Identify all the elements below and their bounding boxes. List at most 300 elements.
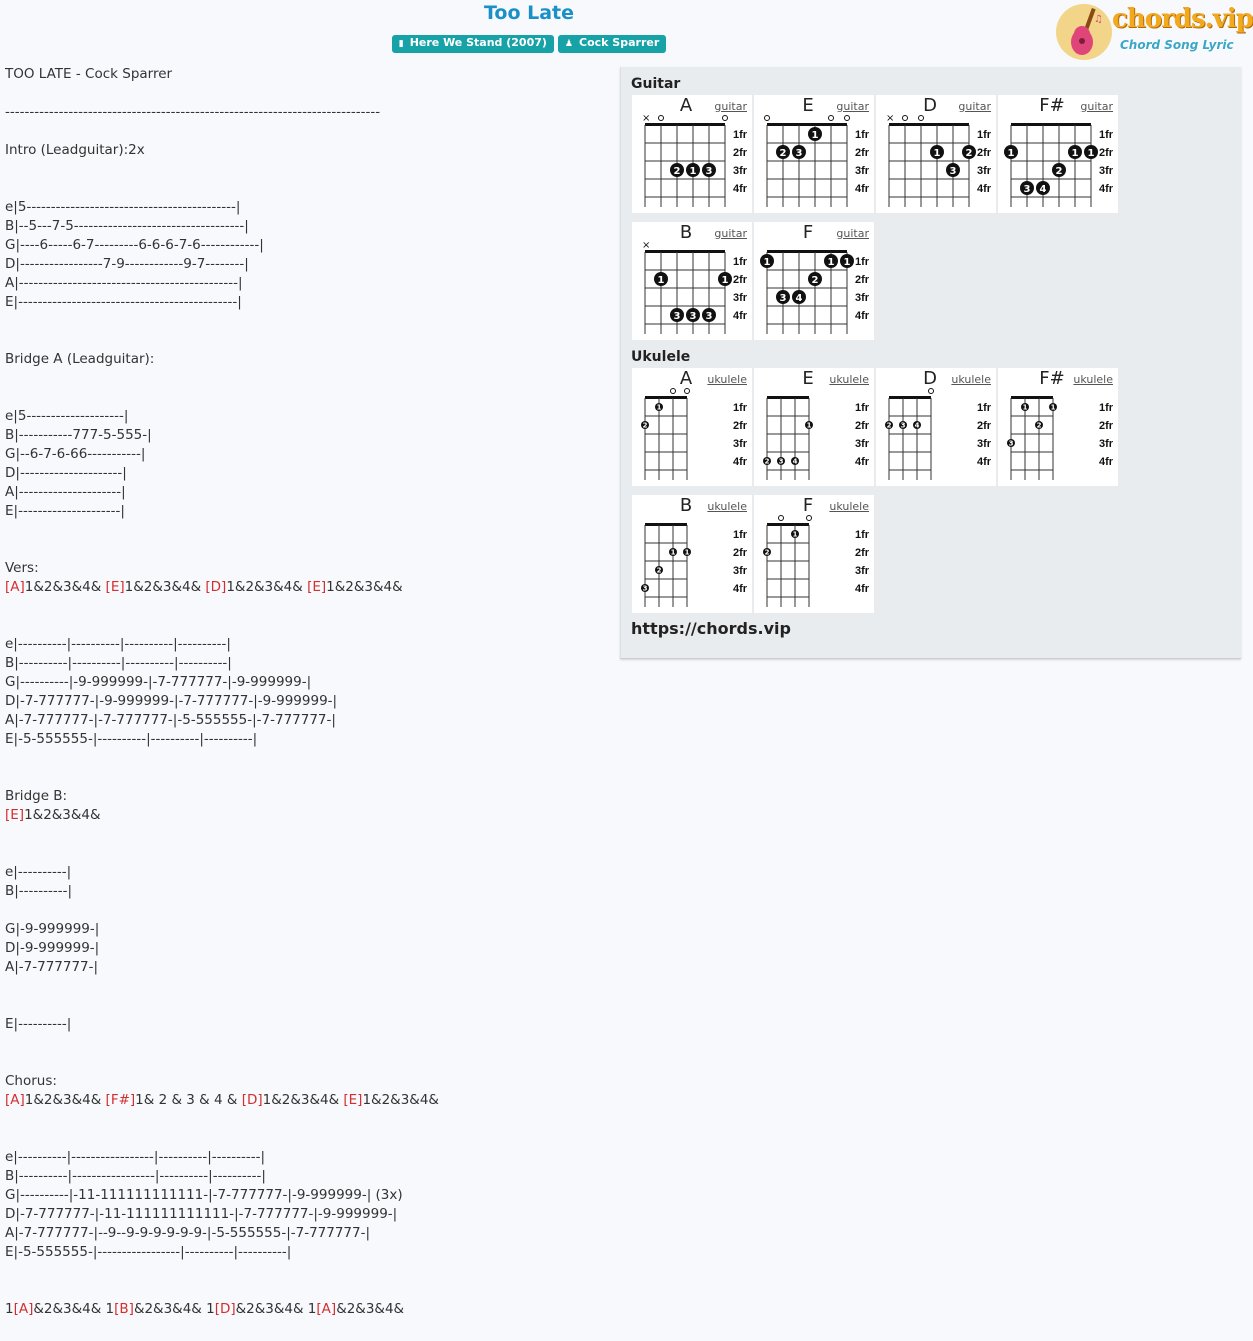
- song-title: Too Late: [483, 2, 575, 24]
- chord-name: E: [802, 95, 814, 116]
- finger-number: 1: [792, 530, 798, 539]
- finger-number: 3: [779, 293, 787, 304]
- lyric-line: [5, 673, 605, 692]
- finger-number: 1: [811, 130, 819, 141]
- fret-label: 4fr: [733, 583, 748, 595]
- lyric-text: E|---------------------|: [5, 503, 125, 519]
- ukulele-chord-b[interactable]: [632, 495, 752, 613]
- fret-label: 1fr: [733, 529, 748, 541]
- lyric-text: e|----------|-----------------|----------|----------|: [5, 1149, 266, 1165]
- guitar-chord-a[interactable]: [632, 95, 752, 213]
- chord-name: B: [679, 222, 693, 243]
- blank-line: [5, 825, 605, 844]
- fret-label: 1fr: [855, 529, 870, 541]
- finger-number: 3: [705, 311, 713, 322]
- lyric-text: 1&2&3&4&: [262, 1092, 344, 1108]
- finger-number: 3: [705, 166, 713, 177]
- lyric-text: B|----------|-----------------|----------|----------|: [5, 1168, 266, 1184]
- ukulele-chord-fsharp[interactable]: [998, 368, 1118, 486]
- finger-number: 2: [886, 421, 892, 430]
- lyric-line: [5, 806, 605, 825]
- guitar-chord-b[interactable]: [632, 222, 752, 340]
- lyric-line: [5, 559, 605, 578]
- lyric-text: 1& 2 & 3 & 4 &: [135, 1092, 242, 1108]
- fret-label: 4fr: [1099, 183, 1114, 195]
- lyric-text: B|----------|----------|----------|----------|: [5, 655, 232, 671]
- finger-number: 3: [778, 457, 784, 466]
- finger-number: 3: [689, 311, 697, 322]
- fret-label: 1fr: [733, 256, 748, 268]
- fret-label: 3fr: [977, 438, 992, 450]
- lyric-text: Bridge B:: [5, 788, 68, 804]
- lyric-line: [5, 1243, 605, 1262]
- blank-line: [5, 1281, 605, 1300]
- fret-label: 3fr: [733, 292, 748, 304]
- ukulele-heading: Ukulele: [631, 349, 691, 365]
- guitar-chord-f[interactable]: [754, 222, 874, 340]
- nut: [889, 123, 969, 126]
- finger-number: 2: [642, 421, 648, 430]
- blank-line: [5, 1110, 605, 1129]
- blank-line: [5, 768, 605, 787]
- lyric-text: G|----6-----6-7---------6-6-6-7-6------------|: [5, 237, 264, 253]
- lyric-line: [5, 1205, 605, 1224]
- lyric-text: E|-5-555555-|----------|----------|----------|: [5, 731, 258, 747]
- artist-badge-label: Cock Sparrer: [579, 36, 660, 49]
- fret-label: 4fr: [855, 310, 870, 322]
- chord-name: F#: [1039, 368, 1065, 389]
- blank-line: [5, 844, 605, 863]
- lyric-text: 1&2&3&4&: [326, 579, 403, 595]
- lyric-text: G|----------|-9-999999-|-7-777777-|-9-999999-|: [5, 674, 312, 690]
- blank-line: [5, 616, 605, 635]
- blank-line: [5, 331, 605, 350]
- finger-number: 3: [949, 166, 957, 177]
- lyric-text: TOO LATE - Cock Sparrer: [5, 66, 173, 82]
- fret-label: 3fr: [733, 565, 748, 577]
- lyric-text: e|5-------------------------------------------|: [5, 199, 241, 215]
- lyric-line: [5, 236, 605, 255]
- finger-number: 1: [657, 275, 665, 286]
- lyric-line: [5, 1300, 605, 1319]
- open-string-marker: [685, 389, 690, 394]
- instrument-link[interactable]: ukulele: [707, 373, 747, 386]
- lyric-text: E|---------------------------------------------|: [5, 294, 242, 310]
- lyric-line: [5, 1091, 605, 1110]
- ukulele-chord-e[interactable]: [754, 368, 874, 486]
- fret-label: 1fr: [733, 129, 748, 141]
- chord-link[interactable]: [E]: [105, 579, 125, 595]
- fret-label: 4fr: [855, 456, 870, 468]
- instrument-link[interactable]: guitar: [1080, 100, 1113, 113]
- chord-name: A: [679, 95, 693, 116]
- finger-number: 4: [914, 421, 920, 430]
- nut: [889, 396, 931, 399]
- instrument-link[interactable]: guitar: [836, 227, 869, 240]
- lyric-line: [5, 426, 605, 445]
- chord-link[interactable]: [E]: [307, 579, 327, 595]
- blank-line: [5, 996, 605, 1015]
- fret-label: 1fr: [977, 402, 992, 414]
- guitar-logo-icon: [1068, 8, 1102, 60]
- lyric-line: [5, 958, 605, 977]
- guitar-heading: Guitar: [631, 76, 681, 92]
- lyric-line: [5, 198, 605, 217]
- user-icon: ♟: [564, 39, 573, 49]
- fret-label: 2fr: [855, 420, 870, 432]
- lyric-line: [5, 882, 605, 901]
- chord-link[interactable]: [F#]: [105, 1092, 136, 1108]
- lyric-text: 1&2&3&4&: [362, 1092, 439, 1108]
- fret-label: 1fr: [977, 129, 992, 141]
- nut: [645, 250, 725, 253]
- lyric-line: [5, 1015, 605, 1034]
- fret-label: 2fr: [977, 420, 992, 432]
- lyric-text: 1&2&3&4&: [24, 579, 106, 595]
- fret-label: 4fr: [855, 183, 870, 195]
- lyric-line: [5, 483, 605, 502]
- lyric-text: &2&3&4&: [336, 1301, 405, 1317]
- lyric-text: -----------------------------------------------------------------------------: [5, 104, 381, 120]
- lyric-text: 1&2&3&4&: [226, 579, 308, 595]
- song-badges: [0, 35, 1058, 53]
- fret-label: 3fr: [977, 165, 992, 177]
- finger-number: 2: [965, 148, 973, 159]
- chord-name: F#: [1039, 95, 1065, 116]
- site-logo[interactable]: [1054, 2, 1253, 64]
- chord-link[interactable]: [A]: [5, 1092, 25, 1108]
- chord-name: D: [923, 95, 937, 116]
- lyric-line: [5, 1072, 605, 1091]
- fret-label: 3fr: [733, 438, 748, 450]
- instrument-link[interactable]: ukulele: [1073, 373, 1113, 386]
- fret-label: 3fr: [855, 292, 870, 304]
- fret-label: 3fr: [855, 438, 870, 450]
- chord-link[interactable]: [A]: [316, 1301, 337, 1317]
- chord-name: D: [923, 368, 937, 389]
- fret-label: 1fr: [855, 256, 870, 268]
- lyric-text: e|5--------------------|: [5, 408, 129, 424]
- lyric-text: G|--6-7-6-66-----------|: [5, 446, 146, 462]
- lyric-text: 1&2&3&4&: [24, 1092, 106, 1108]
- lyric-line: [5, 407, 605, 426]
- blank-line: [5, 901, 605, 920]
- chord-diagrams-panel: [620, 67, 1241, 659]
- chord-link[interactable]: [D]: [205, 579, 227, 595]
- finger-number: 4: [792, 457, 798, 466]
- finger-number: 1: [1087, 148, 1095, 159]
- lyric-line: [5, 1186, 605, 1205]
- blank-line: [5, 388, 605, 407]
- lyric-text: D|-----------------7-9------------9-7--------|: [5, 256, 249, 272]
- instrument-link[interactable]: guitar: [714, 227, 747, 240]
- fret-label: 4fr: [1099, 456, 1114, 468]
- lyric-text: D|-7-777777-|-11-111111111111-|-7-777777-|-9-999999-|: [5, 1206, 398, 1222]
- fret-label: 1fr: [1099, 402, 1114, 414]
- lyric-text: A|-7-777777-|--9--9-9-9-9-9-9-|-5-555555-|-7-777777-|: [5, 1225, 371, 1241]
- fret-label: 2fr: [977, 147, 992, 159]
- artist-badge[interactable]: [558, 35, 666, 53]
- lyric-text: B|-----------777-5-555-|: [5, 427, 152, 443]
- instrument-link[interactable]: guitar: [958, 100, 991, 113]
- blank-line: [5, 84, 605, 103]
- finger-number: 2: [764, 457, 770, 466]
- lyric-line: [5, 920, 605, 939]
- chord-link[interactable]: [B]: [114, 1301, 134, 1317]
- lyric-line: [5, 445, 605, 464]
- lyric-line: [5, 1167, 605, 1186]
- lyric-text: E|-5-555555-|-----------------|----------|----------|: [5, 1244, 292, 1260]
- chord-link[interactable]: [E]: [343, 1092, 363, 1108]
- fret-label: 4fr: [977, 456, 992, 468]
- chord-name: B: [679, 495, 693, 516]
- blank-line: [5, 1262, 605, 1281]
- finger-number: 4: [795, 293, 803, 304]
- open-string-marker: [779, 516, 784, 521]
- lyric-text: D|-9-999999-|: [5, 940, 100, 956]
- blank-line: [5, 521, 605, 540]
- guitar-chord-e[interactable]: [754, 95, 874, 213]
- fret-label: 2fr: [1099, 420, 1114, 432]
- fret-label: 2fr: [733, 547, 748, 559]
- finger-number: 1: [1022, 403, 1028, 412]
- book-icon: ▮: [398, 39, 404, 49]
- lyric-text: 1&2&3&4&: [24, 807, 101, 823]
- finger-number: 2: [764, 548, 770, 557]
- lyric-text: G|-9-999999-|: [5, 921, 100, 937]
- open-string-marker: [765, 116, 770, 121]
- lyric-line: [5, 65, 605, 84]
- muted-string-marker: ×: [886, 113, 895, 124]
- finger-number: 3: [642, 584, 648, 593]
- blank-line: [5, 1034, 605, 1053]
- lyric-text: Intro (Leadguitar):2x: [5, 142, 145, 158]
- nut: [1011, 396, 1053, 399]
- lyric-text: D|---------------------|: [5, 465, 127, 481]
- finger-number: 1: [843, 257, 851, 268]
- nut: [767, 523, 809, 526]
- lyric-line: [5, 217, 605, 236]
- lyric-line: [5, 502, 605, 521]
- chord-link[interactable]: [E]: [5, 807, 25, 823]
- finger-number: 1: [1071, 148, 1079, 159]
- lyric-line: [5, 350, 605, 369]
- nut: [767, 250, 847, 253]
- finger-number: 2: [656, 566, 662, 575]
- lyric-line: [5, 578, 605, 597]
- lyric-text: A|---------------------------------------------|: [5, 275, 243, 291]
- chord-name: A: [679, 368, 693, 389]
- lyric-text: 1: [5, 1301, 14, 1317]
- lyric-line: [5, 787, 605, 806]
- open-string-marker: [919, 116, 924, 121]
- album-badge[interactable]: [392, 35, 554, 53]
- lyric-line: [5, 1148, 605, 1167]
- open-string-marker: [829, 116, 834, 121]
- fret-label: 1fr: [1099, 129, 1114, 141]
- fret-label: 4fr: [977, 183, 992, 195]
- ukulele-chord-a[interactable]: [632, 368, 752, 486]
- lyric-text: B|----------|: [5, 883, 73, 899]
- lyric-line: [5, 464, 605, 483]
- finger-number: 1: [827, 257, 835, 268]
- nut: [767, 396, 809, 399]
- chord-link[interactable]: [A]: [5, 579, 25, 595]
- site-url[interactable]: https://chords.vip: [631, 619, 791, 638]
- finger-number: 4: [1039, 184, 1047, 195]
- finger-number: 1: [684, 548, 690, 557]
- nut: [1011, 123, 1091, 126]
- open-string-marker: [807, 516, 812, 521]
- finger-number: 3: [795, 148, 803, 159]
- guitar-chord-fsharp[interactable]: [998, 95, 1118, 213]
- instrument-link[interactable]: ukulele: [829, 373, 869, 386]
- finger-number: 1: [1050, 403, 1056, 412]
- ukulele-chord-d[interactable]: [876, 368, 996, 486]
- fret-label: 3fr: [1099, 438, 1114, 450]
- lyric-text: &2&3&4& 1: [133, 1301, 215, 1317]
- lyric-text: E|----------|: [5, 1016, 72, 1032]
- blank-line: [5, 597, 605, 616]
- open-string-marker: [845, 116, 850, 121]
- nut: [645, 396, 687, 399]
- finger-number: 1: [806, 421, 812, 430]
- lyric-line: [5, 255, 605, 274]
- lyric-text: A|---------------------|: [5, 484, 126, 500]
- logo-tagline: Chord Song Lyric: [1120, 38, 1234, 52]
- open-string-marker: [671, 389, 676, 394]
- lyric-line: [5, 863, 605, 882]
- lyrics-body: [5, 65, 605, 1319]
- nut: [767, 123, 847, 126]
- blank-line: [5, 369, 605, 388]
- fret-label: 4fr: [733, 310, 748, 322]
- lyric-line: [5, 141, 605, 160]
- fret-label: 3fr: [855, 165, 870, 177]
- lyric-text: Bridge A (Leadguitar):: [5, 351, 155, 367]
- open-string-marker: [723, 116, 728, 121]
- chord-link[interactable]: [D]: [214, 1301, 236, 1317]
- guitar-chord-d[interactable]: [876, 95, 996, 213]
- blank-line: [5, 540, 605, 559]
- finger-number: 3: [1023, 184, 1031, 195]
- fret-label: 2fr: [733, 147, 748, 159]
- lyric-text: A|-7-777777-|: [5, 959, 99, 975]
- finger-number: 1: [721, 275, 729, 286]
- finger-number: 2: [811, 275, 819, 286]
- fret-label: 2fr: [855, 147, 870, 159]
- finger-number: 2: [1055, 166, 1063, 177]
- ukulele-chord-f[interactable]: [754, 495, 874, 613]
- fret-label: 3fr: [733, 165, 748, 177]
- nut: [645, 523, 687, 526]
- lyric-text: &2&3&4& 1: [33, 1301, 115, 1317]
- fret-label: 1fr: [855, 129, 870, 141]
- lyric-text: 1&2&3&4&: [124, 579, 206, 595]
- chord-name: F: [802, 222, 814, 243]
- lyric-line: [5, 1224, 605, 1243]
- blank-line: [5, 312, 605, 331]
- lyric-text: e|----------|----------|----------|----------|: [5, 636, 231, 652]
- fret-label: 2fr: [733, 274, 748, 286]
- lyric-text: B|--5---7-5-----------------------------------|: [5, 218, 249, 234]
- finger-number: 3: [673, 311, 681, 322]
- svg-text:♫: ♫: [1094, 14, 1103, 25]
- fret-label: 4fr: [733, 183, 748, 195]
- finger-number: 2: [673, 166, 681, 177]
- finger-number: 1: [656, 403, 662, 412]
- lyric-line: [5, 274, 605, 293]
- fret-label: 3fr: [1099, 165, 1114, 177]
- lyric-text: Vers:: [5, 560, 39, 576]
- blank-line: [5, 1129, 605, 1148]
- instrument-link[interactable]: guitar: [714, 100, 747, 113]
- fret-label: 2fr: [733, 420, 748, 432]
- lyric-line: [5, 635, 605, 654]
- open-string-marker: [659, 116, 664, 121]
- lyric-text: A|-7-777777-|-7-777777-|-5-555555-|-7-777777-|: [5, 712, 336, 728]
- finger-number: 1: [763, 257, 771, 268]
- instrument-link[interactable]: guitar: [836, 100, 869, 113]
- chord-name: F: [802, 495, 814, 516]
- lyric-line: [5, 730, 605, 749]
- instrument-link[interactable]: ukulele: [951, 373, 991, 386]
- blank-line: [5, 977, 605, 996]
- logo-brand: chords.vip: [1112, 4, 1253, 34]
- fret-label: 2fr: [855, 547, 870, 559]
- album-badge-label: Here We Stand (2007): [409, 36, 547, 49]
- fret-label: 4fr: [855, 583, 870, 595]
- open-string-marker: [929, 389, 934, 394]
- open-string-marker: [903, 116, 908, 121]
- muted-string-marker: ×: [642, 240, 651, 251]
- chord-name: E: [802, 368, 814, 389]
- finger-number: 1: [1007, 148, 1015, 159]
- lyric-text: Chorus:: [5, 1073, 57, 1089]
- lyric-line: [5, 103, 605, 122]
- finger-number: 1: [670, 548, 676, 557]
- lyric-text: e|----------|: [5, 864, 72, 880]
- finger-number: 2: [1036, 421, 1042, 430]
- lyric-line: [5, 939, 605, 958]
- finger-number: 1: [933, 148, 941, 159]
- lyric-line: [5, 711, 605, 730]
- blank-line: [5, 179, 605, 198]
- lyric-text: G|----------|-11-111111111111-|-7-777777-|-9-999999-| (3x): [5, 1187, 403, 1203]
- blank-line: [5, 749, 605, 768]
- lyric-line: [5, 654, 605, 673]
- finger-number: 3: [900, 421, 906, 430]
- blank-line: [5, 1053, 605, 1072]
- blank-line: [5, 160, 605, 179]
- instrument-link[interactable]: ukulele: [707, 500, 747, 513]
- lyric-line: [5, 692, 605, 711]
- chord-link[interactable]: [D]: [241, 1092, 263, 1108]
- fret-label: 1fr: [855, 402, 870, 414]
- chord-link[interactable]: [A]: [13, 1301, 34, 1317]
- fret-label: 3fr: [855, 565, 870, 577]
- instrument-link[interactable]: ukulele: [829, 500, 869, 513]
- lyric-line: [5, 293, 605, 312]
- finger-number: 2: [779, 148, 787, 159]
- fret-label: 2fr: [1099, 147, 1114, 159]
- fret-label: 4fr: [733, 456, 748, 468]
- finger-number: 1: [689, 166, 697, 177]
- finger-number: 3: [1008, 439, 1014, 448]
- muted-string-marker: ×: [642, 113, 651, 124]
- nut: [645, 123, 725, 126]
- fret-label: 1fr: [733, 402, 748, 414]
